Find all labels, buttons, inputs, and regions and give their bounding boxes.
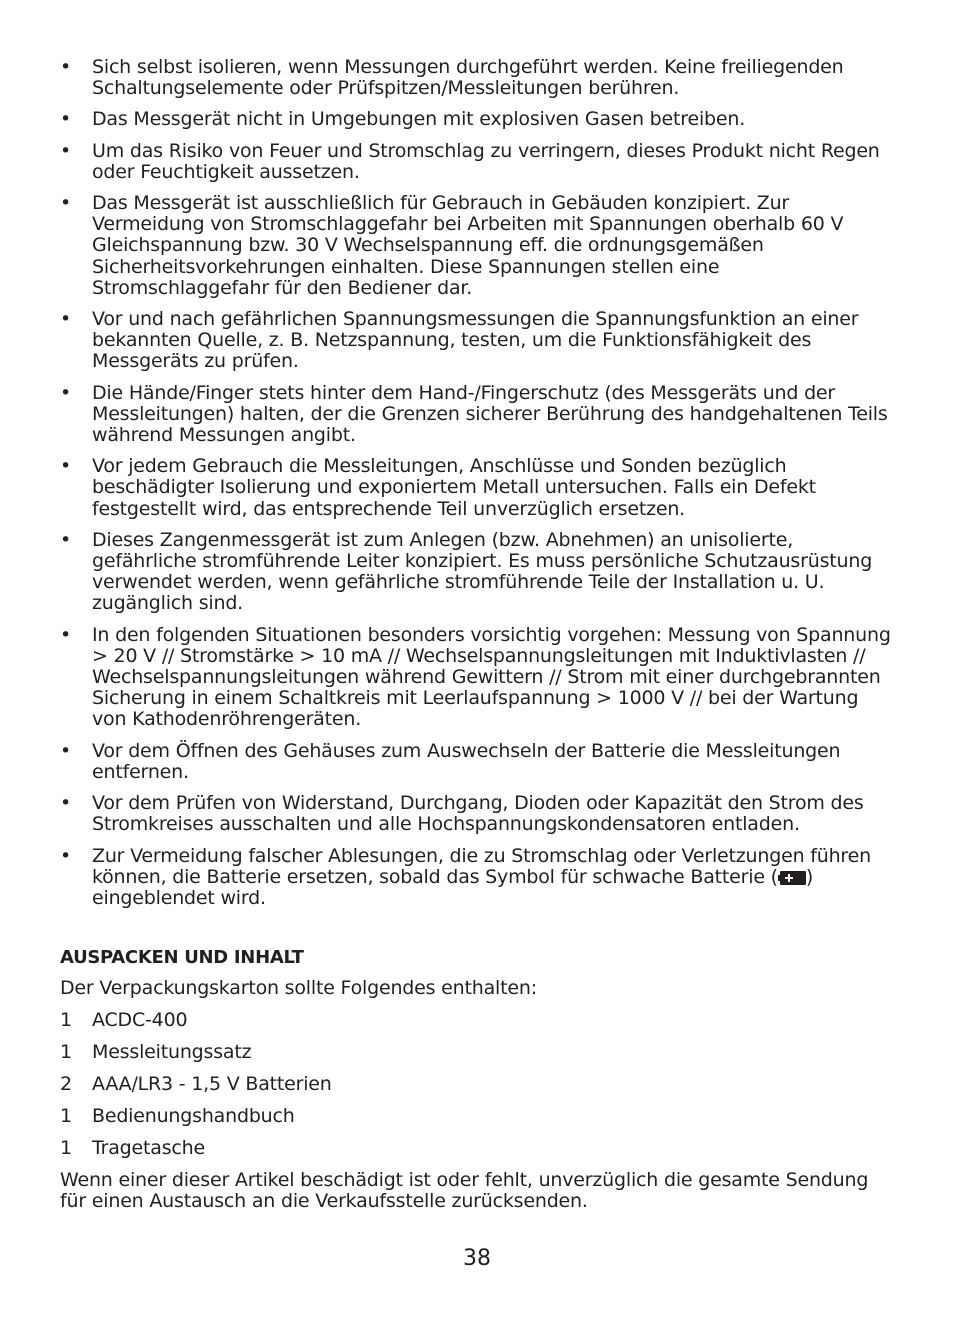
warning-item <box>60 141 898 183</box>
item-quantity: 2 <box>60 1072 72 1095</box>
battery-warning-item <box>60 846 898 910</box>
warning-text: Das Messgerät ist ausschließlich für Gebrauch in Gebäuden konzipiert. Zur Vermeidung von Stromschlaggefahr bei Arbeiten mit Spannungen oberhalb 60 V Gleichspannung bzw. 30 V Wechselspannung eff. die ordnungsgemäßen Sicherheitsvorkehrungen einhalten. Diese Spannungen stellen eine Stromschlaggefahr für den Bediener dar. <box>92 192 844 299</box>
bullet: • <box>60 381 72 404</box>
manual-page <box>60 57 898 1212</box>
list-item <box>60 1074 898 1095</box>
item-quantity: 1 <box>60 1040 72 1063</box>
bullet: • <box>60 739 72 762</box>
bullet: • <box>60 108 72 131</box>
safety-warnings-list <box>60 57 898 909</box>
warning-item <box>60 741 898 783</box>
warning-item <box>60 530 898 615</box>
low-battery-icon <box>778 870 806 885</box>
warning-text: Die Hände/Finger stets hinter dem Hand-/Fingerschutz (des Messgeräts und der Messleitungen) halten, der die Grenzen sicherer Berührung des handgehaltenen Teils während Messungen angibt. <box>92 381 888 447</box>
list-item <box>60 1010 898 1031</box>
warning-item <box>60 193 898 299</box>
warning-text: Sich selbst isolieren, wenn Messungen durchgeführt werden. Keine freiliegenden Schaltungselemente oder Prüfspitzen/Messleitungen berühren. <box>92 56 844 100</box>
section-intro: Der Verpackungskarton sollte Folgendes enthalten: <box>60 977 537 1000</box>
bullet: • <box>60 139 72 162</box>
item-name: Messleitungssatz <box>92 1040 252 1063</box>
item-name: Bedienungshandbuch <box>92 1104 295 1127</box>
page-number: 38 <box>463 1246 491 1271</box>
warning-text: In den folgenden Situationen besonders vorsichtig vorgehen: Messung von Spannung > 20 V // Stromstärke > 10 mA // Wechselspannungsleitungen mit Induktivlasten // Wechselspannungsleitungen während Gewittern // Strom mit einer durchgebrannten Sicherung in einem Schaltkreis mit Leerlaufspannung > 1000 V // bei der Wartung von Kathodenröhrengeräten. <box>92 623 891 731</box>
warning-text: Vor dem Prüfen von Widerstand, Durchgang, Dioden oder Kapazität den Strom des Stromkreises ausschalten und alle Hochspannungskondensatoren entladen. <box>92 792 864 836</box>
bullet: • <box>60 528 72 551</box>
warning-item <box>60 793 898 835</box>
bullet: • <box>60 455 72 478</box>
warning-text: Vor dem Öffnen des Gehäuses zum Auswechseln der Batterie die Messleitungen entfernen. <box>92 739 841 783</box>
list-item <box>60 1042 898 1063</box>
warning-text: Vor jedem Gebrauch die Messleitungen, Anschlüsse und Sonden bezüglich beschädigter Isolierung und exponiertem Metall untersuchen. Falls ein Defekt festgestellt wird, das entsprechende Teil unverzüglich ersetzen. <box>92 455 816 520</box>
warning-item <box>60 383 898 447</box>
warning-text: Dieses Zangenmessgerät ist zum Anlegen (bzw. Abnehmen) an unisolierte, gefährliche stromführende Leiter konzipiert. Es muss persönliche Schutzausrüstung verwendet werden, wenn gefährliche stromführende Teile der Installation u. U. zugänglich sind. <box>92 528 873 615</box>
bullet: • <box>60 792 72 815</box>
battery-warning-prefix: Zur Vermeidung falscher Ablesungen, die zu Stromschlag oder Verletzungen führen können, die Batterie ersetzen, sobald das Symbol für schwache Batterie ( <box>92 844 871 888</box>
warning-text: Um das Risiko von Feuer und Stromschlag zu verringern, dieses Produkt nicht Regen oder Feuchtigkeit aussetzen. <box>92 139 880 183</box>
bullet: • <box>60 308 72 331</box>
battery-warning-suffix: ) eingeblendet wird. <box>92 865 814 909</box>
item-name: ACDC-400 <box>92 1008 188 1031</box>
bullet: • <box>60 623 72 646</box>
warning-item <box>60 109 898 130</box>
closing-paragraph: Wenn einer dieser Artikel beschädigt ist oder fehlt, unverzüglich die gesamte Sendung für einen Austausch an die Verkaufsstelle zurücksenden. <box>60 1168 869 1212</box>
item-name: Tragetasche <box>92 1136 205 1159</box>
warning-text: Vor und nach gefährlichen Spannungsmessungen die Spannungsfunktion an einer bekannten Quelle, z. B. Netzspannung, testen, um die Funktionsfähigkeit des Messgeräts zu prüfen. <box>92 308 859 373</box>
warning-text: Das Messgerät nicht in Umgebungen mit explosiven Gasen betreiben. <box>92 108 746 131</box>
package-contents-list <box>60 1010 898 1159</box>
section-heading: AUSPACKEN UND INHALT <box>60 947 304 969</box>
item-quantity: 1 <box>60 1008 72 1031</box>
list-item <box>60 1138 898 1159</box>
bullet: • <box>60 56 72 78</box>
item-quantity: 1 <box>60 1104 72 1127</box>
warning-item <box>60 57 898 99</box>
warning-item <box>60 625 898 731</box>
warning-item <box>60 456 898 520</box>
item-quantity: 1 <box>60 1136 72 1159</box>
list-item <box>60 1106 898 1127</box>
item-name: AAA/LR3 - 1,5 V Batterien <box>92 1072 332 1095</box>
warning-item <box>60 309 898 373</box>
bullet: • <box>60 192 72 215</box>
bullet: • <box>60 844 72 867</box>
